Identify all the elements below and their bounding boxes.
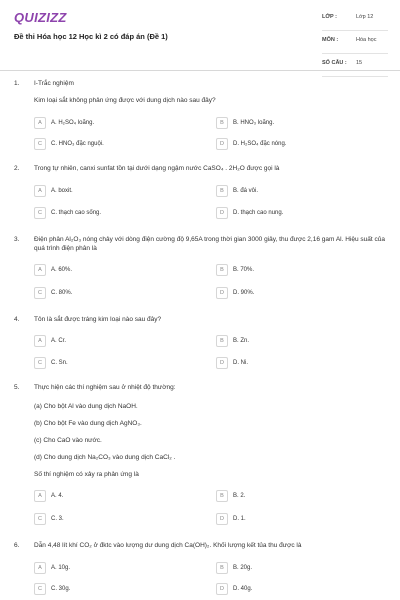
option-b[interactable] (216, 490, 245, 502)
quizizz-logo: QUIZIZZ (14, 10, 67, 25)
option-letter: B (216, 264, 228, 276)
option-a[interactable] (34, 185, 73, 197)
page-title: Đề thi Hóa học 12 Học kì 2 có đáp án (Đề 1) (14, 32, 168, 41)
question-text: Tôn là sắt được tráng kim loại nào sau đây? (34, 316, 162, 323)
option-text: C. 80%. (51, 290, 73, 296)
option-text: B. đá vôi. (233, 188, 259, 194)
option-a[interactable] (34, 562, 70, 574)
option-text: A. boxit. (51, 188, 73, 194)
option-letter: A (34, 562, 46, 574)
option-text: C. 3. (51, 516, 64, 522)
meta-row-subject (322, 33, 388, 54)
meta-row-grade (322, 10, 388, 31)
option-a[interactable] (34, 117, 94, 129)
question-prompt: Số thí nghiệm có xảy ra phản ứng là (34, 471, 139, 478)
question-text: Dẫn 4,48 lít khí CO₂ ở đktc vào lượng dư dung dịch Ca(OH)₂. Khối lượng kết tủa thu được là (34, 542, 302, 549)
option-c[interactable] (34, 583, 70, 595)
option-b[interactable] (216, 117, 274, 129)
option-letter: B (216, 117, 228, 129)
option-c[interactable] (34, 357, 68, 369)
option-letter: B (216, 562, 228, 574)
option-text: A. 60%. (51, 267, 73, 273)
option-d[interactable] (216, 513, 246, 525)
option-letter: D (216, 513, 228, 525)
question-number: 3. (14, 236, 20, 243)
question-text: Trong tự nhiên, canxi sunfat tồn tại dưới dạng ngậm nước CaSO₄ . 2H₂O được gọi là (34, 165, 280, 172)
question-text: Thực hiện các thí nghiệm sau ở nhiệt độ thường: (34, 384, 176, 391)
option-d[interactable] (216, 207, 283, 219)
option-letter: A (34, 490, 46, 502)
option-letter: C (34, 513, 46, 525)
question-number: 2. (14, 165, 20, 172)
question-text: Điện phân Al₂O₃ nóng chảy với dòng điện cường độ 9,65A trong thời gian 3000 giây, thu được 2,16 gam Al. Hiệu suất của quá trình điện phân là (34, 236, 385, 252)
option-d[interactable] (216, 287, 254, 299)
meta-label: SỐ CÂU : (322, 60, 347, 66)
option-letter: D (216, 287, 228, 299)
option-d[interactable] (216, 357, 248, 369)
option-c[interactable] (34, 138, 104, 150)
option-letter: A (34, 264, 46, 276)
option-a[interactable] (34, 490, 63, 502)
option-letter: A (34, 117, 46, 129)
experiment-c: (c) Cho CaO vào nước. (34, 437, 102, 444)
meta-row-count (322, 56, 388, 77)
question-text: Kim loại sắt không phản ứng được với dung dịch nào sau đây? (34, 97, 216, 104)
option-a[interactable] (34, 335, 66, 347)
option-c[interactable] (34, 207, 101, 219)
option-letter: D (216, 583, 228, 595)
option-c[interactable] (34, 513, 64, 525)
option-letter: D (216, 357, 228, 369)
meta-label: MÔN : (322, 37, 339, 43)
option-text: A. Cr. (51, 338, 67, 344)
experiment-b: (b) Cho bột Fe vào dung dịch AgNO₃. (34, 420, 142, 427)
option-b[interactable] (216, 335, 249, 347)
option-text: B. 2. (233, 493, 246, 499)
option-text: C. 30g. (51, 586, 71, 592)
option-text: B. Zn. (233, 338, 250, 344)
meta-value: 15 (356, 60, 363, 66)
option-a[interactable] (34, 264, 72, 276)
option-letter: B (216, 185, 228, 197)
option-text: D. 90%. (233, 290, 255, 296)
option-text: C. HNO₃ đặc nguội. (51, 141, 104, 147)
option-text: D. 40g. (233, 586, 253, 592)
option-text: A. 10g. (51, 565, 71, 571)
experiment-d: (d) Cho dung dịch Na₂CO₃ vào dung dịch CaCl₂ . (34, 454, 176, 461)
experiment-a: (a) Cho bột Al vào dung dịch NaOH. (34, 403, 138, 410)
option-letter: C (34, 138, 46, 150)
section-heading: I-Trắc nghiệm (34, 80, 74, 87)
meta-value: Lớp 12 (356, 14, 374, 20)
option-text: B. 20g. (233, 565, 253, 571)
option-d[interactable] (216, 138, 286, 150)
option-b[interactable] (216, 562, 252, 574)
page-header (0, 0, 400, 72)
option-text: B. HNO₃ loãng. (233, 120, 275, 126)
meta-value: Hóa học (356, 37, 377, 43)
option-text: C. Sn. (51, 360, 68, 366)
option-b[interactable] (216, 264, 254, 276)
option-letter: A (34, 185, 46, 197)
option-letter: D (216, 138, 228, 150)
option-c[interactable] (34, 287, 72, 299)
meta-table (322, 10, 388, 79)
option-text: D. Ni. (233, 360, 248, 366)
option-d[interactable] (216, 583, 252, 595)
header-divider (0, 70, 400, 71)
option-letter: B (216, 335, 228, 347)
question-number: 4. (14, 316, 20, 323)
option-text: D. 1. (233, 516, 246, 522)
option-letter: C (34, 357, 46, 369)
option-text: C. thạch cao sống. (51, 210, 102, 216)
option-text: A. 4. (51, 493, 64, 499)
question-number: 6. (14, 542, 20, 549)
question-number: 1. (14, 80, 20, 87)
option-letter: C (34, 287, 46, 299)
option-letter: B (216, 490, 228, 502)
option-text: B. 70%. (233, 267, 255, 273)
question-number: 5. (14, 384, 20, 391)
option-letter: C (34, 207, 46, 219)
option-text: A. H₂SO₄ loãng. (51, 120, 95, 126)
option-text: D. H₂SO₄ đặc nóng. (233, 141, 287, 147)
option-b[interactable] (216, 185, 258, 197)
option-letter: C (34, 583, 46, 595)
option-letter: A (34, 335, 46, 347)
option-text: D. thạch cao nung. (233, 210, 284, 216)
option-letter: D (216, 207, 228, 219)
meta-label: LỚP : (322, 14, 337, 20)
